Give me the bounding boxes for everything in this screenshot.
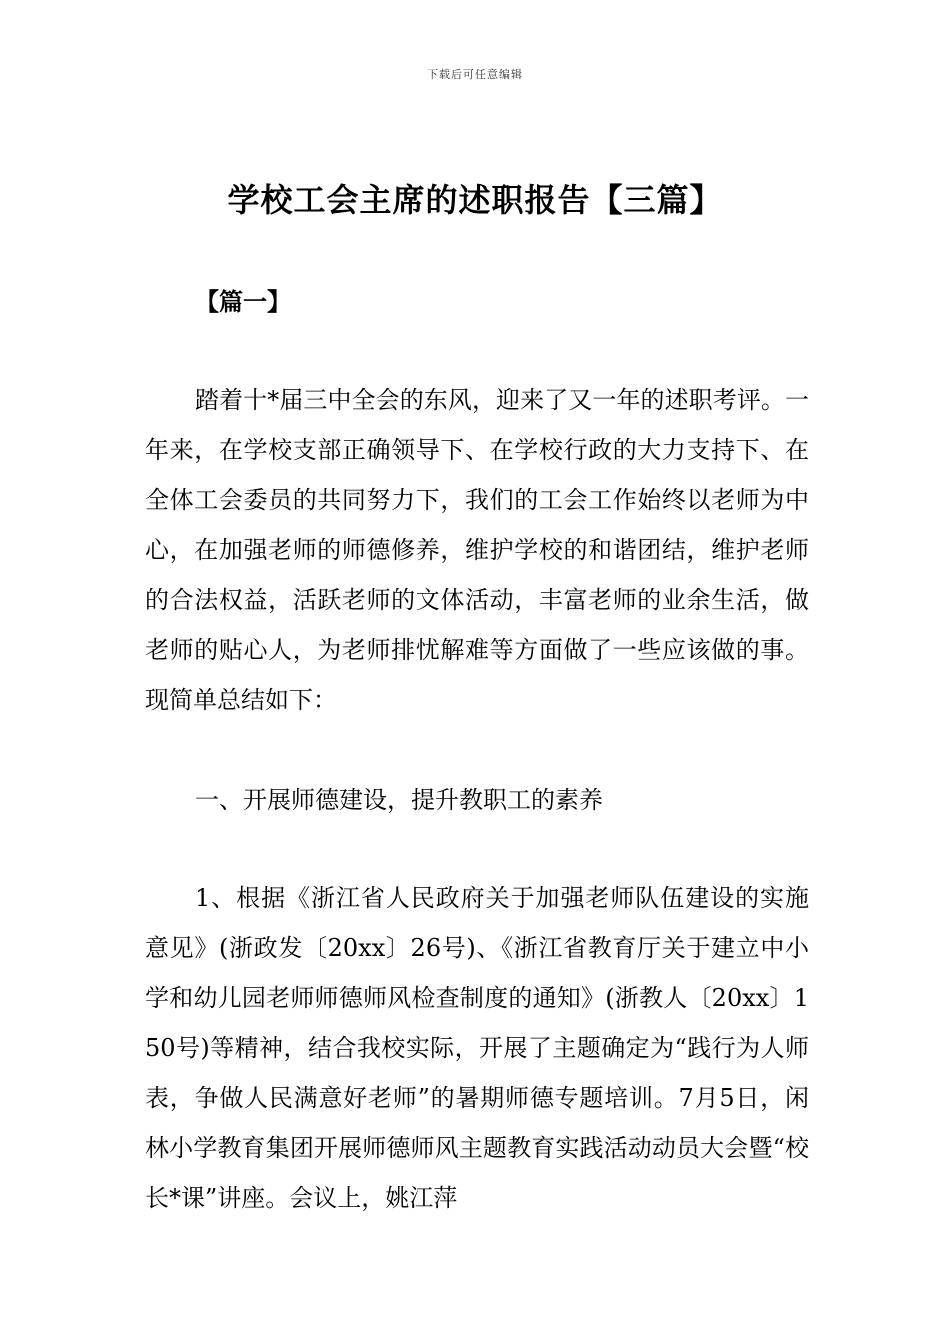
intro-paragraph: 踏着十*届三中全会的东风，迎来了又一年的述职考评。一年来，在学校支部正确领导下、在学校行政的大力支持下、在全体工会委员的共同努力下，我们的工会工作始终以老师为中心，在加强老师的师德修养，维护学校的和谐团结，维护老师的合法权益，活跃老师的文体活动，丰富老师的业余生活，做老师的贴心人，为老师排忧解难等方面做了一些应该做的事。现简单总结如下： — [145, 386, 809, 714]
section-heading: 一、开展师德建设，提升教职工的素养 — [195, 786, 603, 814]
item-paragraph: 1、根据《浙江省人民政府关于加强老师队伍建设的实施意见》(浙政发〔20xx〕26号)、《浙江省教育厅关于建立中小学和幼儿园老师师德师风检查制度的通知》(浙教人〔20xx〕150号)等精神，结合我校实际，开展了主题确定为“践行为人师表，争做人民满意好老师”的暑期师德专题培训。7月5日，闲林小学教育集团开展师德师风主题教育实践活动动员大会暨“校长*课”讲座。会议上，姚江萍 — [145, 884, 809, 1212]
section-label: 【篇一】 — [195, 288, 291, 316]
header-note: 下载后可任意编辑 — [427, 68, 523, 81]
document-title: 学校工会主席的述职报告【三篇】 — [227, 181, 723, 219]
